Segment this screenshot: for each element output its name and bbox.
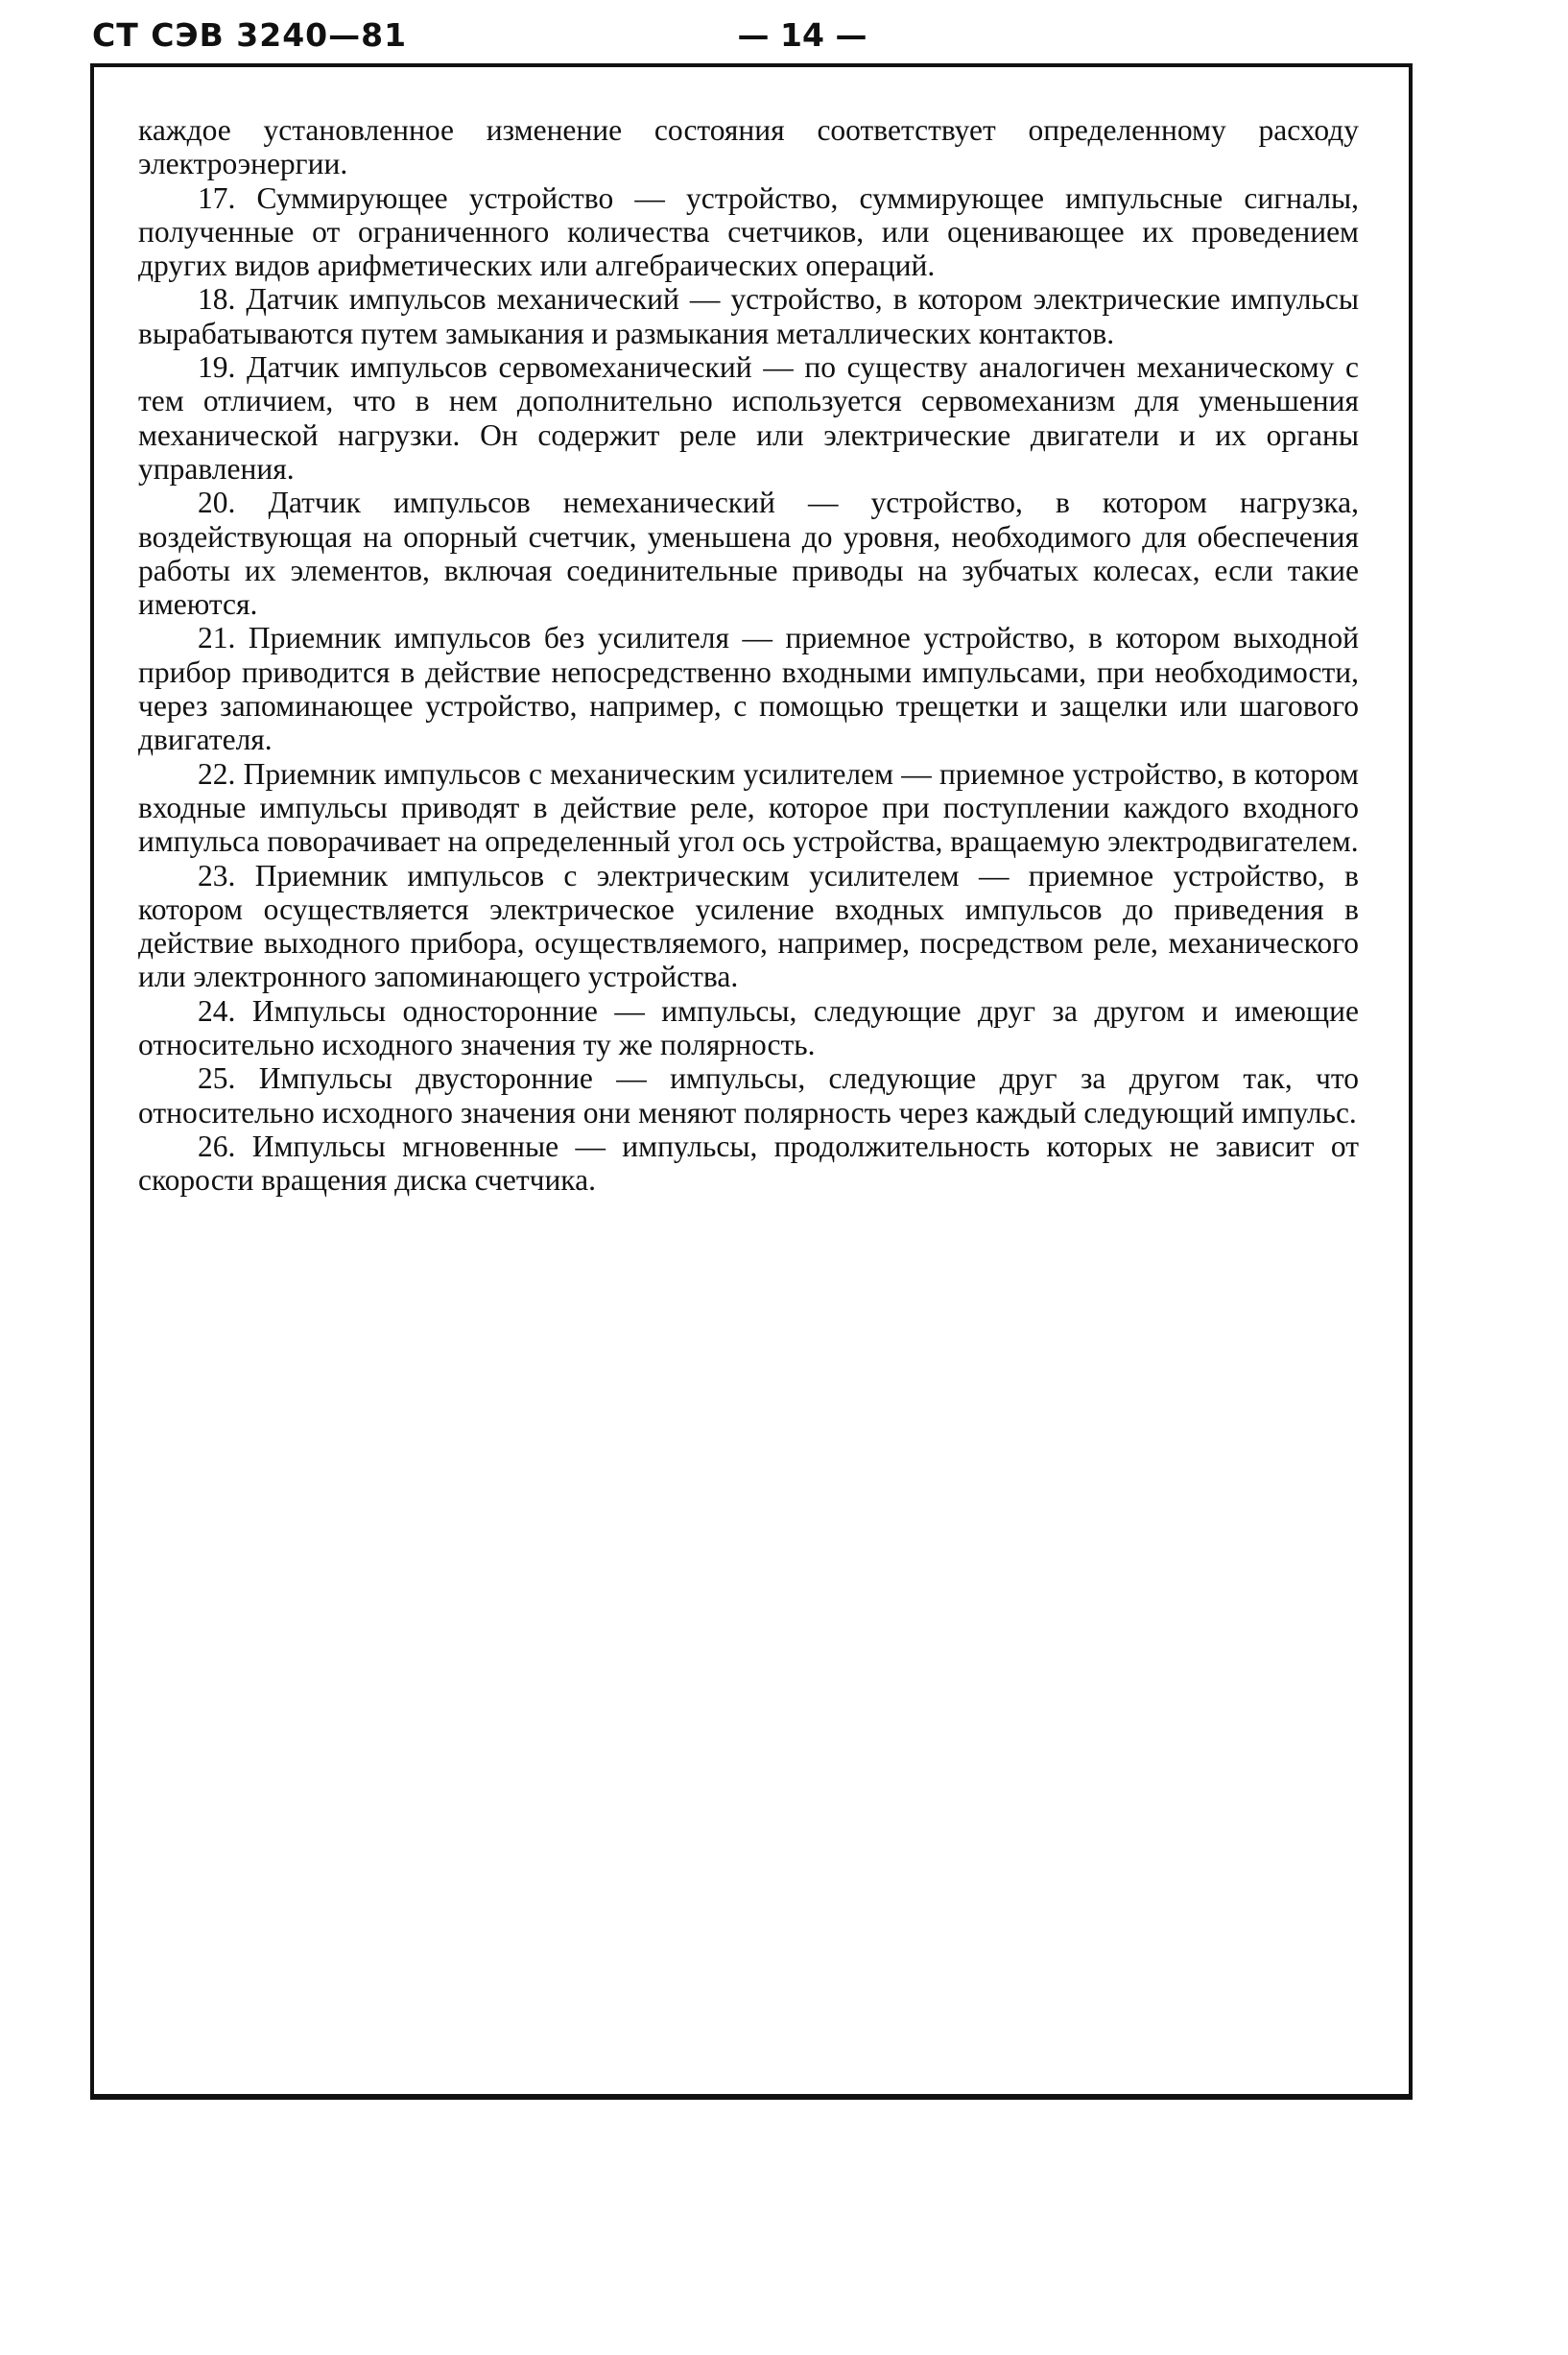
definition-21: 21. Приемник импульсов без усилителя — приемное устройство, в котором выходной прибор приводится в действие непосредственно входными импульсами, при необходимости, через запоминающее устройство, например, с помощью трещетки и защелки или шагового двигателя. [138,621,1359,757]
paragraph-continuation: каждое установленное изменение состояния соответствует определенному расходу электроэнергии. [138,113,1359,181]
standard-code: СТ СЭВ 3240—81 [92,16,408,54]
definition-22: 22. Приемник импульсов с механическим усилителем — приемное устройство, в котором входные импульсы приводят в действие реле, которое при поступлении каждого входного импульса поворачивает на определенный угол ось устройства, вращаемую электродвигателем. [138,756,1359,859]
definition-20: 20. Датчик импульсов немеханический — устройство, в котором нагрузка, воздействующая на опорный счетчик, уменьшена до уровня, необходимого для обеспечения работы их элементов, включая соединительные приводы на зубчатых колесах, если такие имеются. [138,486,1359,622]
definition-26: 26. Импульсы мгновенные — импульсы, продолжительность которых не зависит от скорости вращения диска счетчика. [138,1129,1359,1198]
definition-17: 17. Суммирующее устройство — устройство, суммирующее импульсные сигналы, полученные от ограниченного количества счетчиков, или оценивающее их проведением других видов арифметических или алгебраических операций. [138,180,1359,283]
document-body [138,113,1359,1198]
page-number: — 14 — [737,16,867,54]
definition-25: 25. Импульсы двусторонние — импульсы, следующие друг за другом так, что относительно исходного значения они меняют полярность через каждый следующий импульс. [138,1061,1359,1130]
definition-23: 23. Приемник импульсов с электрическим усилителем — приемное устройство, в котором осуществляется электрическое усиление входных импульсов до приведения в действие выходного прибора, осуществляемого, например, посредством реле, механического или электронного запоминающего устройства. [138,858,1359,994]
definition-19: 19. Датчик импульсов сервомеханический — по существу аналогичен механическому с тем отличием, что в нем дополнительно используется сервомеханизм для уменьшения механической нагрузки. Он содержит реле или электрические двигатели и их органы управления. [138,350,1359,486]
definition-18: 18. Датчик импульсов механический — устройство, в котором электрические импульсы вырабатываются путем замыкания и размыкания металлических контактов. [138,282,1359,350]
definition-24: 24. Импульсы односторонние — импульсы, следующие друг за другом и имеющие относительно исходного значения ту же полярность. [138,993,1359,1062]
page-header [92,12,1416,59]
